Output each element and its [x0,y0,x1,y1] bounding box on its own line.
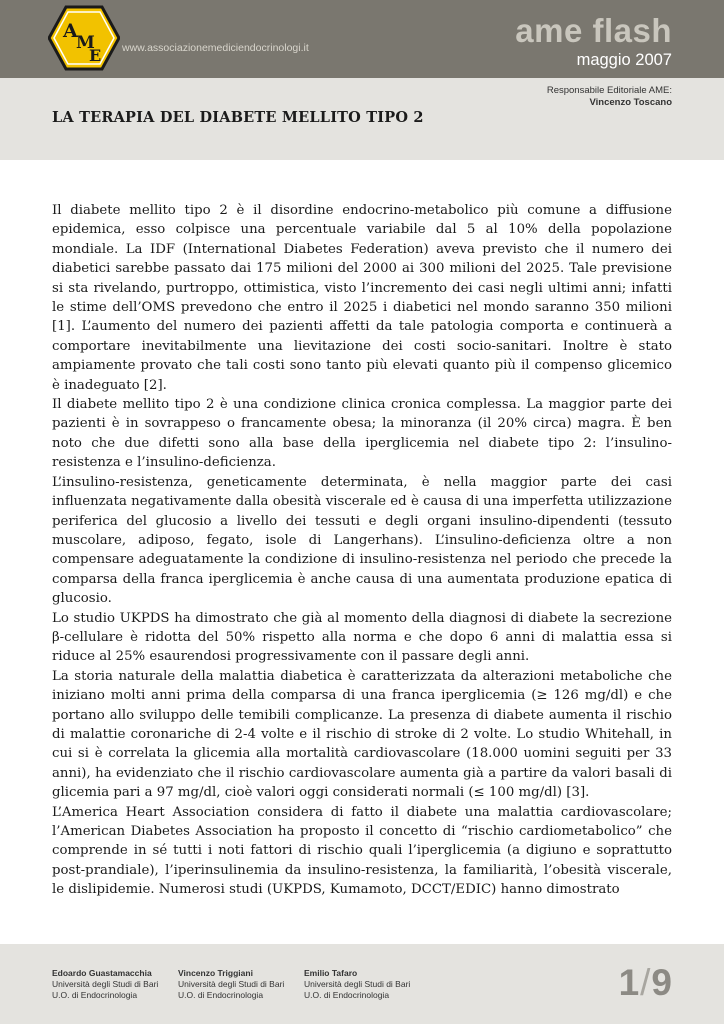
ame-logo [48,5,120,71]
issue-date: maggio 2007 [576,51,672,69]
author-name: Edoardo Guastamacchia [52,968,152,978]
author-affiliation: Università degli Studi di Bari [52,979,159,989]
page-separator: / [640,962,651,1003]
site-url[interactable]: www.associazionemediciendocrinologi.it [122,42,309,54]
paragraph: Lo studio UKPDS ha dimostrato che già al momento della diagnosi di diabete la secrezione β-cellulare è ridotta del 50% rispetto alla norma e che dopo 6 anni di malattia essa si riduce al 25% esaurendosi progressivamente con il passare degli anni. [52,610,672,665]
paragraph: Il diabete mellito tipo 2 è il disordine endocrino-metabolico più comune a diffusione epidemica, esso colpisce una percentuale variabile dal 5 al 10% della popolazione mondiale. La IDF (International Diabetes Federation) aveva previsto che il numero dei diabetici sarebbe passato dai 175 milioni del 2000 ai 300 milioni del 2025. Tale previsione si sta rivelando, purtroppo, ottimistica, visto l’incremento dei casi negli ultimi anni; infatti le stime dell’OMS prevedono che entro il 2025 i diabetici nel mondo saranno 350 milioni [1]. L’aumento del numero dei pazienti affetti da tale patologia comporta e continuerà a comportare inevitabilmente una lievitazione dei costi socio-sanitari. Inoltre è stato ampiamente provato che tali costi sono tanto più elevati quanto più il compenso glicemico è inadeguato [2]. [52,203,672,393]
paragraph: La storia naturale della malattia diabetica è caratterizzata da alterazioni metaboliche che iniziano molti anni prima della comparsa di una franca iperglicemia (≥ 126 mg/dl) e che portano allo sviluppo delle temibili complicanze. La presenza di diabete aumenta il rischio di malattie coronariche di 2-4 volte e il rischio di stroke di 2 volte. Lo studio Whitehall, in cui si è correlata la glicemia alla mortalità cardiovascolare (18.000 uomini seguiti per 33 anni), ha evidenziato che il rischio cardiovascolare aumenta già a partire da valori basali di glicemia pari a 97 mg/dl, cioè valori oggi considerati normali (≤ 100 mg/dl) [3]. [52,668,672,801]
editorial-label: Responsabile Editoriale AME: [546,85,672,96]
svg-text:A: A [63,20,78,42]
paragraph: L’America Heart Association considera di fatto il diabete una malattia cardiovascolare; l’American Diabetes Association ha proposto il concetto di “rischio cardiometabolico” che comprende in sé tutti i noti fattori di rischio quali l’iperglicemia (a digiuno e soprattutto post-prandiale), l’iperinsulinemia da insulino-resistenza, la familiarità, l’obesità viscerale, le dislipidemie. Numerosi studi (UKPDS, Kumamoto, DCCT/EDIC) hanno dimostrato [52,804,672,898]
svg-text:M: M [76,33,95,53]
brand-title: ame flash [515,12,672,49]
author-affiliation: Università degli Studi di Bari [304,979,411,989]
editorial-credit [547,85,672,109]
page-number [619,962,672,1004]
author-affiliation: Università degli Studi di Bari [178,979,285,989]
article-title: LA TERAPIA DEL DIABETE MELLITO TIPO 2 [52,109,424,126]
article-body [52,201,672,900]
svg-text:E: E [89,46,102,65]
paragraph: Il diabete mellito tipo 2 è una condizione clinica cronica complessa. La maggior parte dei pazienti è in sovrappeso o francamente obesa; la minoranza (il 20% circa) magra. È ben noto che due difetti sono alla base della iperglicemia nel diabete tipo 2: l’insulino-resistenza e l’insulino-deficienza. [52,397,672,471]
author-name: Vincenzo Triggiani [178,968,253,978]
author-unit: U.O. di Endocrinologia [304,990,390,1000]
editorial-name: Vincenzo Toscano [589,97,672,108]
author-unit: U.O. di Endocrinologia [52,990,138,1000]
author-block [52,968,177,1001]
author-name: Emilio Tafaro [304,968,358,978]
author-block [304,968,429,1001]
author-block [178,968,303,1001]
paragraph: L’insulino-resistenza, geneticamente determinata, è nella maggior parte dei casi influenzata negativamente dalla obesità viscerale ed è causa di una imperfetta utilizzazione periferica del glucosio a livello dei tessuti e degli organi insulino-dipendenti (tessuto muscolare, adiposo, fegato, isole di Langerhans). L’insulino-deficienza oltre a non compensare adeguatamente la condizione di insulino-resistenza nel periodo che precede la comparsa della franca iperglicemia è anche causa di una aumentata produzione epatica di glucosio. [52,474,672,607]
page-current: 1 [618,962,640,1003]
author-unit: U.O. di Endocrinologia [178,990,264,1000]
page-total: 9 [651,962,672,1003]
